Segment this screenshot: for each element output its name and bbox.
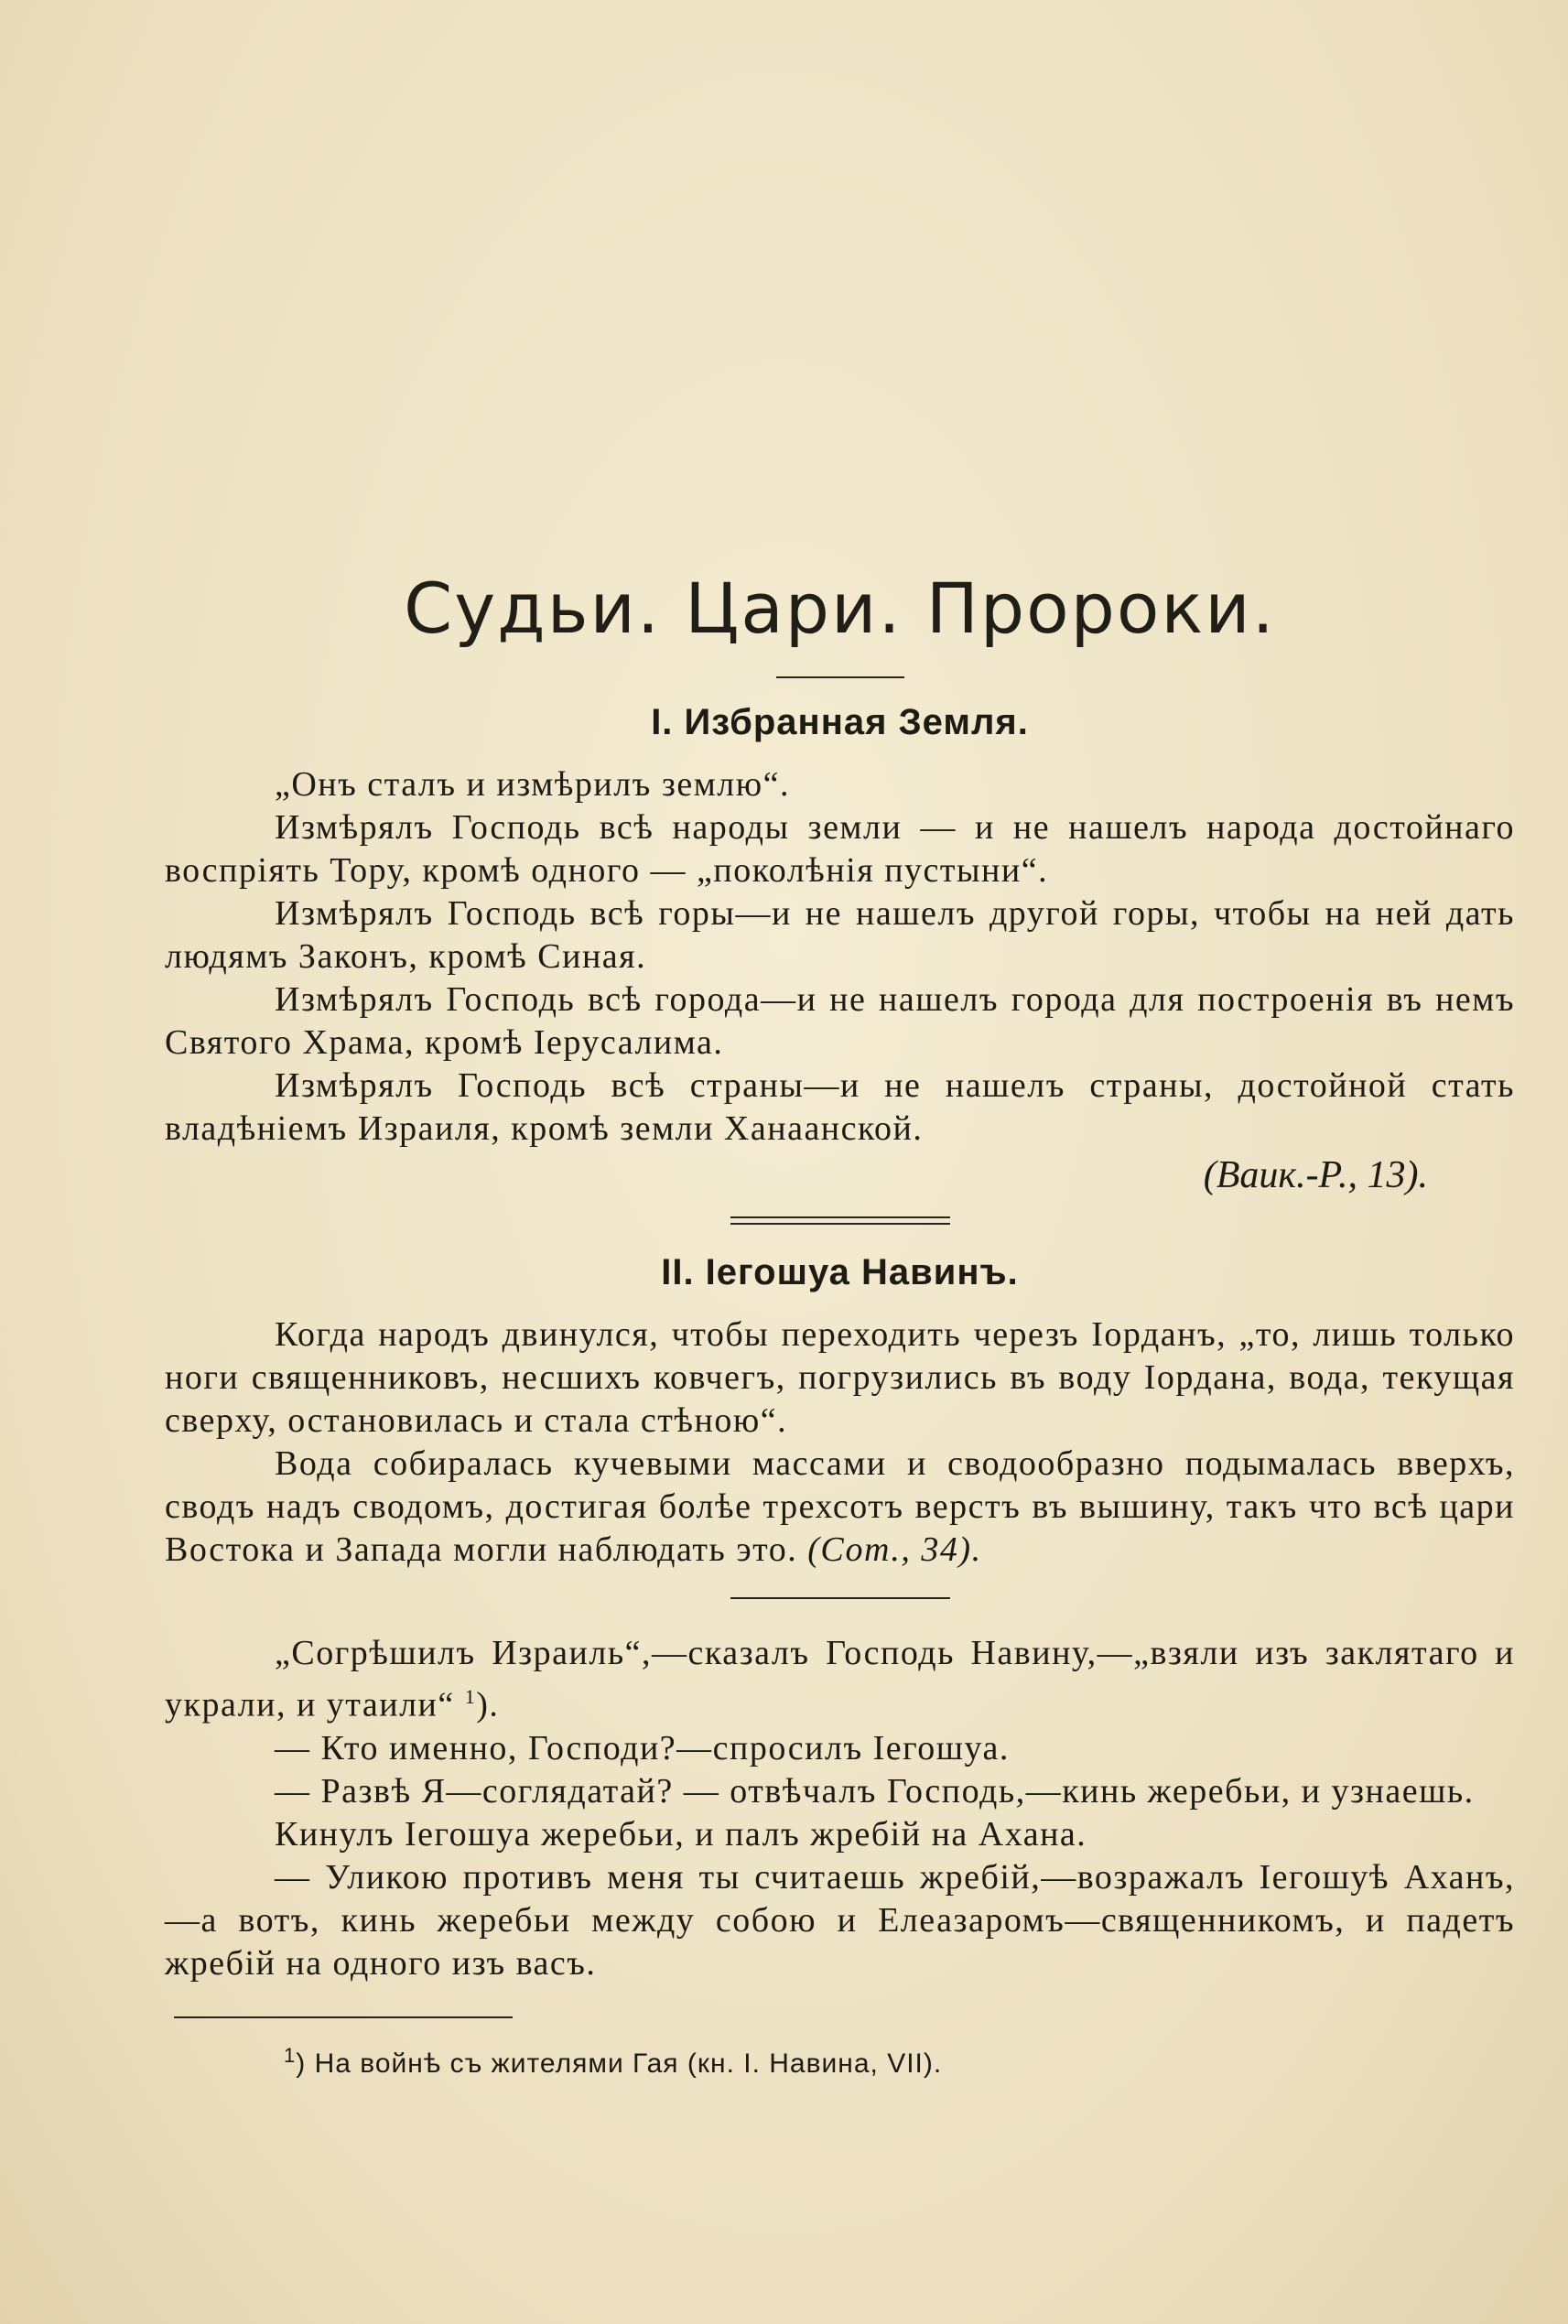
section-2-paragraph: Когда народъ двинулся, чтобы переходить черезъ Іорданъ, „то, лишь только ноги священниковъ, несшихъ ковчегъ, погрузились въ воду Іордана, вода, текущая сверху, остановилась и стала стѣною“. [165,1315,1515,1440]
section-2-paragraph: — Развѣ Я—соглядатай? — отвѣчалъ Господь,—кинь жеребьи, и узнаешь. [275,1771,1475,1811]
section-1-heading: I. Избранная Земля. [651,702,1029,742]
section-2-paragraph: — Кто именно, Господи?—спросилъ Іегошуа. [275,1728,1010,1767]
title-divider [776,676,904,678]
footnote [284,2038,1515,2081]
footnote-text: ) На войнѣ съ жителями Гая (кн. I. Навина, VII). [296,2048,943,2079]
section-1-citation: (Ваик.-Р., 13). [1203,1154,1428,1196]
section-2-heading: II. Іегошуа Навинъ. [661,1252,1019,1292]
section-1-paragraph: Измѣрялъ Господь всѣ города—и не нашелъ города для построенія въ немъ Святого Храма, кромѣ Іерусалима. [165,980,1515,1062]
footnote-divider [174,2016,513,2018]
section-divider [730,1216,950,1225]
section-1-paragraph: „Онъ сталъ и измѣрилъ землю“. [275,765,790,804]
section-2-paragraph [165,1632,1515,1727]
footnote-marker: 1 [284,2043,297,2067]
section-2-paragraph [165,1443,1515,1572]
section-1-paragraph: Измѣрялъ Господь всѣ горы—и не нашелъ другой горы, чтобы на ней дать людямъ Законъ, кромѣ Синая. [165,894,1515,976]
section-1-paragraph: Измѣрялъ Господь всѣ страны—и не нашелъ страны, достойной стать владѣніемъ Израиля, кромѣ земли Ханаанской. [165,1066,1515,1148]
paragraph-text-end: ). [476,1685,500,1724]
section-2-paragraph: Кинулъ Іегошуа жеребьи, и палъ жребій на Ахана. [275,1814,1087,1854]
inline-citation: (Сот., 34). [807,1530,982,1569]
section-2-paragraph: — Уликою противъ меня ты считаешь жребій,—возражалъ Іегошуѣ Аханъ,—а вотъ, кинь жеребьи между собою и Елеазаромъ—священникомъ, и падетъ жребій на одного изъ васъ. [165,1857,1515,1983]
section-1-paragraph: Измѣрялъ Господь всѣ народы земли — и не нашелъ народа достойнаго воспріять Тору, кромѣ одного — „поколѣнія пустыни“. [165,808,1515,890]
paragraph-text: Вода собиралась кучевыми массами и сводообразно подымалась вверхъ, сводъ надъ сводомъ, достигая болѣе трехсотъ верстъ въ вышину, такъ что всѣ цари Востока и Запада могли наблюдать это. [165,1444,1515,1569]
page-title: Судьи. Цари. Пророки. [404,567,1276,649]
footnote-reference: 1 [464,1685,477,1708]
paragraph-text: „Согрѣшилъ Израиль“,—сказалъ Господь Навину,—„взяли изъ заклятаго и украли, и утаили“ [165,1634,1515,1724]
subsection-divider [730,1597,950,1599]
page-content [165,567,1515,2081]
